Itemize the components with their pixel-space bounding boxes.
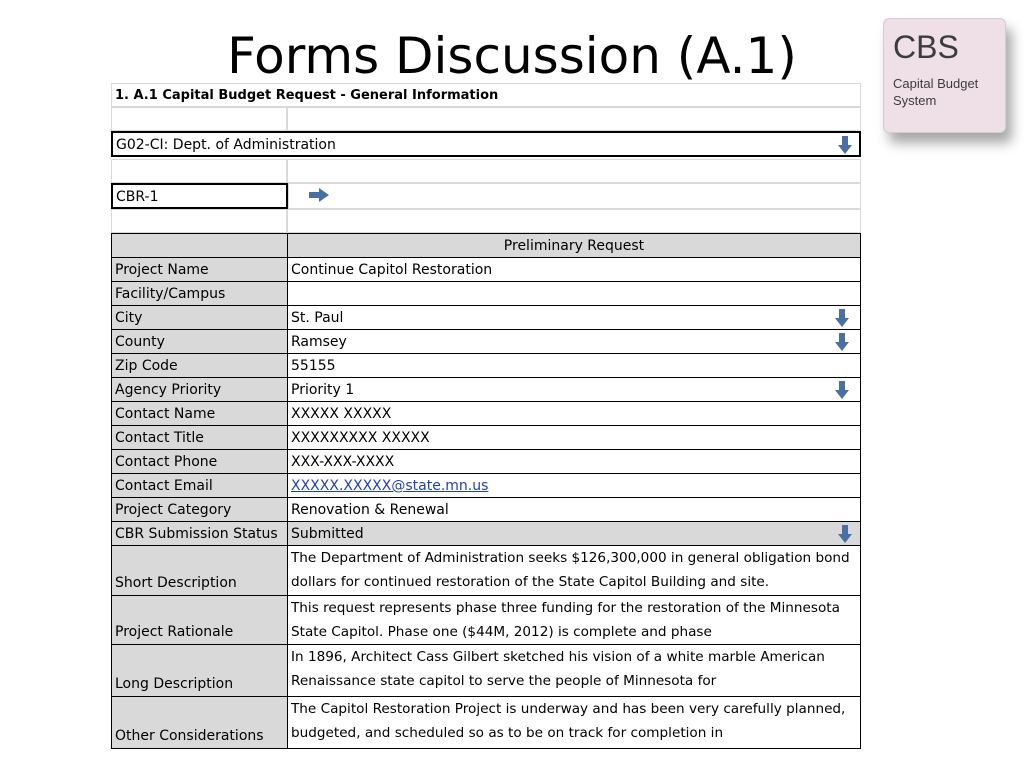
logo-line-2: System bbox=[893, 93, 937, 108]
field-row-project-name bbox=[111, 257, 861, 281]
form-heading-row bbox=[111, 83, 861, 107]
logo-abbr: CBS bbox=[893, 29, 959, 65]
city-select[interactable]: St. Paul bbox=[287, 305, 861, 330]
logo-line-1: Capital Budget bbox=[893, 76, 979, 91]
blank-cell bbox=[287, 159, 861, 183]
field-row-submission-status bbox=[111, 521, 861, 545]
blank-row bbox=[111, 209, 861, 233]
arrow-down-icon[interactable] bbox=[838, 525, 852, 543]
field-row-contact-email bbox=[111, 473, 861, 497]
field-row-project-rationale bbox=[111, 595, 861, 644]
field-label: Project Name bbox=[111, 257, 288, 282]
field-label: Facility/Campus bbox=[111, 281, 288, 306]
field-row-contact-title bbox=[111, 425, 861, 449]
contact-email-field bbox=[287, 473, 861, 498]
submission-status-select[interactable]: Submitted bbox=[287, 521, 861, 546]
contact-email-link[interactable]: XXXXX.XXXXX@state.mn.us bbox=[291, 478, 489, 494]
field-row-contact-phone bbox=[111, 449, 861, 473]
arrow-down-icon[interactable] bbox=[835, 381, 849, 399]
field-row-facility bbox=[111, 281, 861, 305]
blank-cell bbox=[288, 183, 861, 209]
facility-input[interactable] bbox=[287, 281, 861, 306]
contact-title-input[interactable]: XXXXXXXXX XXXXX bbox=[287, 425, 861, 450]
blank-row bbox=[111, 159, 861, 183]
project-name-input[interactable]: Continue Capitol Restoration bbox=[287, 257, 861, 282]
arrow-down-icon[interactable] bbox=[835, 333, 849, 351]
cbs-logo bbox=[883, 18, 1006, 133]
other-considerations-input[interactable]: The Capitol Restoration Project is underway and has been very carefully planned, budgeted, and scheduled so as to be on track for completion in bbox=[287, 696, 861, 749]
field-row-city bbox=[111, 305, 861, 329]
field-label: Other Considerations bbox=[115, 728, 264, 744]
blank-cell bbox=[111, 209, 287, 233]
column-header-row bbox=[111, 233, 861, 257]
blank-cell bbox=[287, 107, 861, 131]
field-label-cell bbox=[111, 644, 288, 697]
blank-cell bbox=[111, 107, 287, 131]
form-heading: 1. A.1 Capital Budget Request - General Information bbox=[111, 83, 861, 107]
arrow-down-icon[interactable] bbox=[838, 136, 852, 154]
field-label: Agency Priority bbox=[111, 377, 288, 402]
field-row-other-considerations bbox=[111, 696, 861, 748]
field-row-short-description bbox=[111, 545, 861, 595]
field-row-project-category bbox=[111, 497, 861, 521]
field-label: Project Category bbox=[111, 497, 288, 522]
priority-select[interactable]: Priority 1 bbox=[287, 377, 861, 402]
long-description-input[interactable]: In 1896, Architect Cass Gilbert sketched his vision of a white marble American Renaissance state capitol to serve the people of Minnesota for bbox=[287, 644, 861, 697]
field-label: Short Description bbox=[115, 575, 237, 591]
field-label: Contact Email bbox=[111, 473, 288, 498]
column-header: Preliminary Request bbox=[287, 233, 861, 258]
short-description-input[interactable]: The Department of Administration seeks $126,300,000 in general obligation bond dollars for continued restoration of the State Capitol Building and site. bbox=[287, 545, 861, 596]
field-row-long-description bbox=[111, 644, 861, 696]
slide-title: Forms Discussion (A.1) bbox=[227, 27, 797, 85]
blank-row bbox=[111, 107, 861, 131]
field-row-contact-name bbox=[111, 401, 861, 425]
agency-row bbox=[111, 131, 861, 157]
zip-input[interactable]: 55155 bbox=[287, 353, 861, 378]
field-label: Contact Phone bbox=[111, 449, 288, 474]
field-row-zip bbox=[111, 353, 861, 377]
field-label: Contact Name bbox=[111, 401, 288, 426]
field-label: CBR Submission Status bbox=[111, 521, 288, 546]
arrow-right-icon[interactable] bbox=[309, 188, 329, 202]
project-rationale-input[interactable]: This request represents phase three funding for the restoration of the Minnesota State Capitol. Phase one ($44M, 2012) is complete and phase bbox=[287, 595, 861, 645]
field-row-priority bbox=[111, 377, 861, 401]
county-select[interactable]: Ramsey bbox=[287, 329, 861, 354]
field-label: Long Description bbox=[115, 676, 234, 692]
cbr-id-field[interactable]: CBR-1 bbox=[111, 183, 288, 209]
cbr-row bbox=[111, 183, 861, 209]
field-label-cell bbox=[111, 696, 288, 749]
contact-phone-input[interactable]: XXX-XXX-XXXX bbox=[287, 449, 861, 474]
field-label: Project Rationale bbox=[115, 624, 234, 640]
field-label-cell bbox=[111, 595, 288, 645]
arrow-down-icon[interactable] bbox=[835, 309, 849, 327]
field-label-cell bbox=[111, 545, 288, 596]
agency-select[interactable]: G02-CI: Dept. of Administration bbox=[111, 131, 861, 157]
header-blank-cell bbox=[111, 233, 288, 258]
contact-name-input[interactable]: XXXXX XXXXX bbox=[287, 401, 861, 426]
project-category-input[interactable]: Renovation & Renewal bbox=[287, 497, 861, 522]
field-label: Contact Title bbox=[111, 425, 288, 450]
field-label: City bbox=[111, 305, 288, 330]
field-label: County bbox=[111, 329, 288, 354]
blank-cell bbox=[111, 159, 287, 183]
field-row-county bbox=[111, 329, 861, 353]
blank-cell bbox=[287, 209, 861, 233]
field-label: Zip Code bbox=[111, 353, 288, 378]
